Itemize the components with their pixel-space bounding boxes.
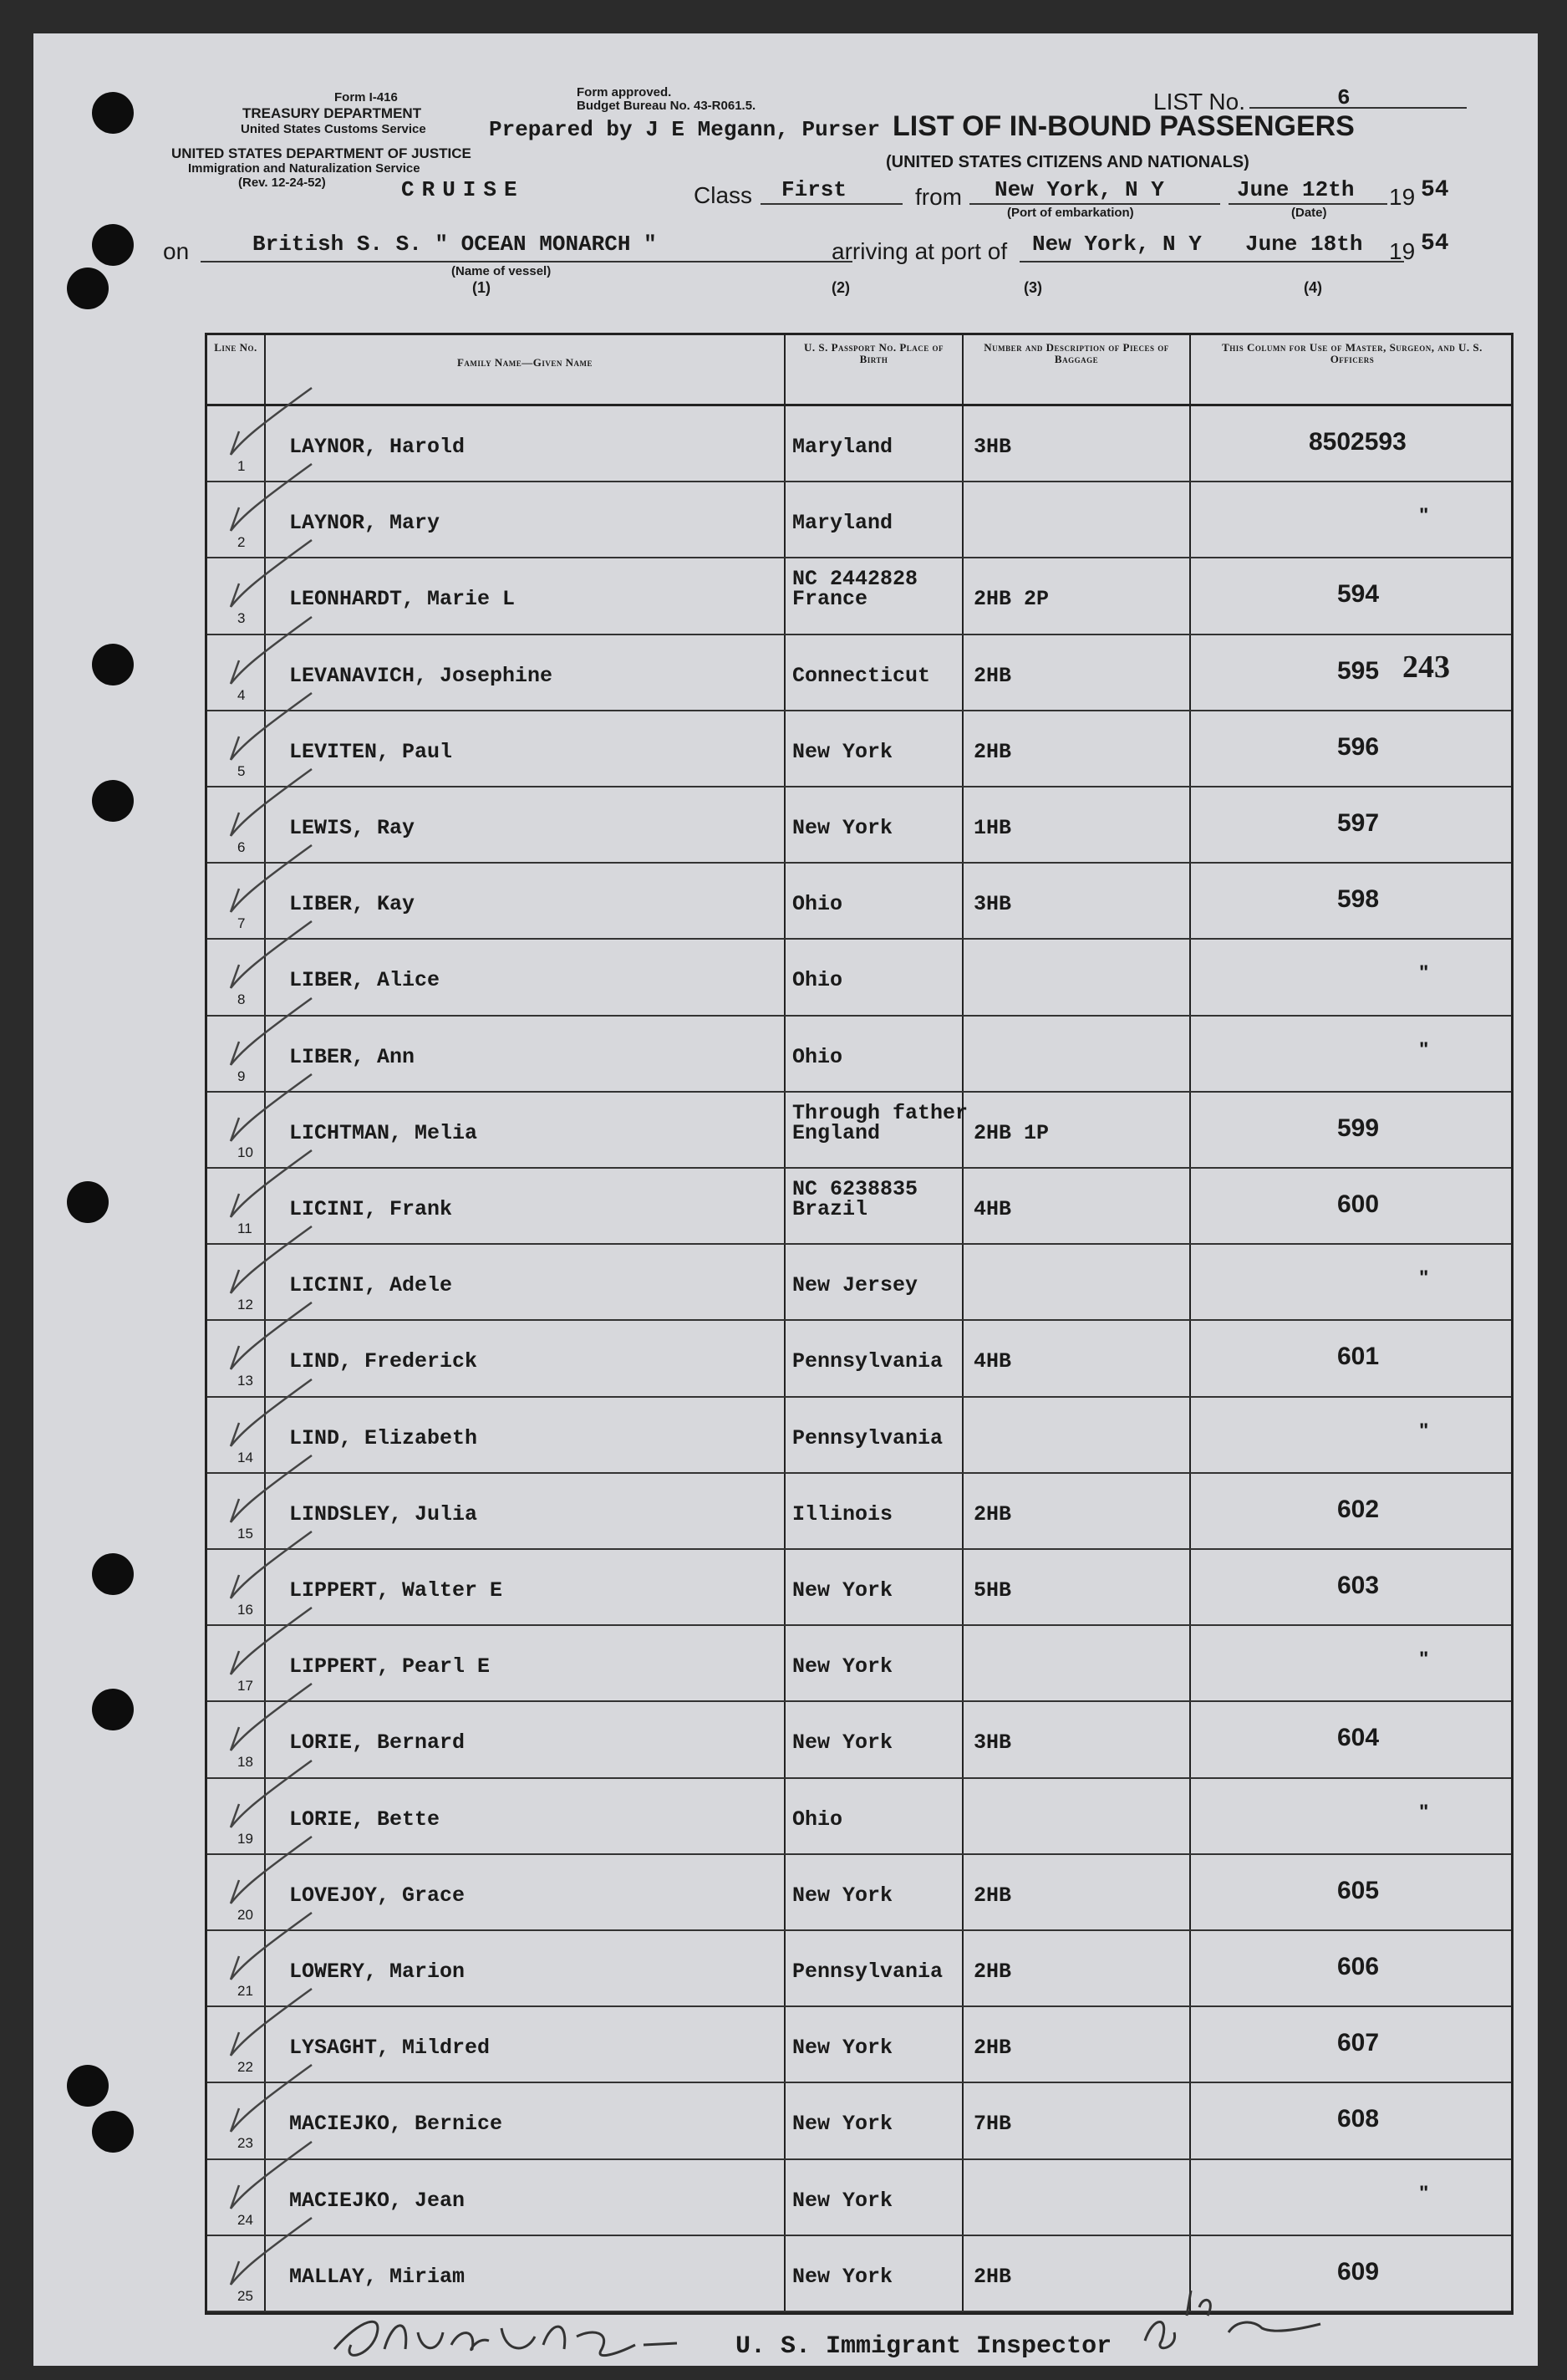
baggage: 3HB xyxy=(974,1730,1012,1756)
officer-entry: 8502593 xyxy=(1309,428,1407,456)
budget-bureau: Budget Bureau No. 43-R061.5. xyxy=(577,99,756,113)
side-note: 243 xyxy=(1402,650,1450,685)
table-row xyxy=(207,2007,1511,2084)
passenger-name: LICHTMAN, Melia xyxy=(289,1120,478,1145)
table-row xyxy=(207,1321,1511,1398)
from-label: from xyxy=(915,184,962,210)
officer-entry: 594 xyxy=(1337,580,1380,609)
place-of-birth: New York xyxy=(792,2112,893,2137)
officer-entry: " xyxy=(1419,2181,1429,2204)
officer-entry: " xyxy=(1419,1419,1429,1442)
place-of-birth: Ohio xyxy=(792,892,843,917)
baggage: 2HB xyxy=(974,2036,1012,2061)
table-row xyxy=(207,1626,1511,1703)
baggage: 2HB 1P xyxy=(974,1120,1050,1145)
header-line-no: Line No. xyxy=(214,341,257,354)
place-of-birth: Ohio xyxy=(792,1807,843,1832)
vessel-caption: (Name of vessel) xyxy=(451,264,552,278)
passenger-name: MACIEJKO, Jean xyxy=(289,2188,466,2213)
place-of-birth: New York xyxy=(792,1883,893,1908)
baggage: 4HB xyxy=(974,1349,1012,1374)
line-number: 2 xyxy=(237,534,246,551)
arriving-label: arriving at port of xyxy=(832,238,1008,264)
line-number: 3 xyxy=(237,610,246,627)
date-value: June 12th xyxy=(1237,177,1355,202)
passenger-name: LINDSLEY, Julia xyxy=(289,1501,478,1526)
table-row xyxy=(207,711,1511,788)
passenger-name: LOVEJOY, Grace xyxy=(289,1883,466,1908)
passenger-name: LIND, Elizabeth xyxy=(289,1425,478,1450)
officer-entry: 605 xyxy=(1337,1876,1380,1904)
place-of-birth: New York xyxy=(792,2036,893,2061)
table-row xyxy=(207,1245,1511,1322)
header-baggage: Number and Description of Pieces of Baggage xyxy=(984,341,1169,365)
line-number: 22 xyxy=(237,2059,253,2076)
place-of-birth: Ohio xyxy=(792,968,843,993)
agency-justice: UNITED STATES DEPARTMENT OF JUSTICE xyxy=(171,145,471,161)
vessel-name: British S. S. " OCEAN MONARCH " xyxy=(252,232,657,257)
passenger-name: LORIE, Bernard xyxy=(289,1730,466,1756)
passenger-name: LEWIS, Ray xyxy=(289,816,415,840)
place-of-birth: Maryland xyxy=(792,435,893,459)
passenger-name: LORIE, Bette xyxy=(289,1807,440,1832)
form-revision: (Rev. 12-24-52) xyxy=(238,176,326,190)
officer-entry: 604 xyxy=(1337,1724,1380,1752)
class-label: Class xyxy=(694,182,753,208)
passenger-name: LAYNOR, Harold xyxy=(289,435,466,459)
baggage: 1HB xyxy=(974,816,1012,840)
officer-entry: 606 xyxy=(1337,1953,1380,1980)
date-caption: (Date) xyxy=(1291,206,1327,220)
baggage: 2HB 2P xyxy=(974,587,1050,612)
passenger-table xyxy=(205,333,1514,2315)
table-row xyxy=(207,1779,1511,1856)
officer-entry: " xyxy=(1419,1266,1429,1290)
officer-entry: 609 xyxy=(1337,2257,1380,2286)
agency-customs: United States Customs Service xyxy=(241,122,426,136)
line-number: 23 xyxy=(237,2135,253,2152)
line-number: 4 xyxy=(237,686,246,703)
passenger-name: LOWERY, Marion xyxy=(289,1960,466,1984)
officer-entry: 595 xyxy=(1337,656,1380,685)
line-number: 6 xyxy=(237,839,246,855)
table-row xyxy=(207,1474,1511,1551)
passenger-name: LEVANAVICH, Josephine xyxy=(289,663,553,688)
cruise-label: CRUISE xyxy=(401,177,525,202)
arrival-year-prefix: 19 xyxy=(1389,238,1416,264)
passport-number: NC 6238835 xyxy=(792,1177,918,1201)
place-of-birth: New York xyxy=(792,2188,893,2213)
passenger-name: LIPPERT, Walter E xyxy=(289,1578,503,1603)
place-of-birth: Pennsylvania xyxy=(792,1960,944,1984)
list-subtitle: (UNITED STATES CITIZENS AND NATIONALS) xyxy=(886,153,1249,171)
column-number-2: (2) xyxy=(832,279,850,296)
place-of-birth: Pennsylvania xyxy=(792,1349,944,1374)
table-row xyxy=(207,1550,1511,1627)
form-approved: Form approved. xyxy=(577,85,672,99)
table-row xyxy=(207,1702,1511,1779)
binder-hole xyxy=(92,780,134,822)
table-row xyxy=(207,2160,1511,2237)
officer-entry: " xyxy=(1419,1648,1429,1671)
date-line xyxy=(1229,203,1387,205)
line-number: 18 xyxy=(237,1754,253,1771)
place-of-birth: New York xyxy=(792,739,893,764)
line-number: 12 xyxy=(237,1297,253,1313)
vessel-line xyxy=(201,261,852,262)
passenger-name: LICINI, Frank xyxy=(289,1197,453,1221)
officer-entry: " xyxy=(1419,961,1429,985)
binder-hole xyxy=(92,1553,134,1595)
table-row xyxy=(207,406,1511,483)
binder-hole xyxy=(67,2065,109,2107)
line-number: 15 xyxy=(237,1525,253,1542)
place-of-birth: England xyxy=(792,1120,881,1145)
place-of-birth: New York xyxy=(792,1730,893,1756)
place-of-birth: Maryland xyxy=(792,511,893,536)
arrival-line xyxy=(1020,261,1404,262)
inspector-initials xyxy=(1137,2282,1329,2357)
year-value: 54 xyxy=(1421,177,1449,203)
column-number-4: (4) xyxy=(1304,279,1322,296)
passenger-name: LIND, Frederick xyxy=(289,1349,478,1374)
agency-ins: Immigration and Naturalization Service xyxy=(188,161,420,176)
place-of-birth: New York xyxy=(792,816,893,840)
place-of-birth: Pennsylvania xyxy=(792,1425,944,1450)
passenger-name: LAYNOR, Mary xyxy=(289,511,440,536)
table-row xyxy=(207,787,1511,864)
table-row xyxy=(207,635,1511,712)
arrival-port: New York, N Y xyxy=(1032,232,1202,257)
baggage: 2HB xyxy=(974,2264,1012,2289)
officer-entry: 597 xyxy=(1337,809,1380,837)
table-row xyxy=(207,1093,1511,1170)
agency-treasury: TREASURY DEPARTMENT xyxy=(242,105,422,121)
line-number: 21 xyxy=(237,1983,253,1999)
place-of-birth: New York xyxy=(792,1654,893,1679)
prepared-by: Prepared by J E Megann, Purser xyxy=(489,117,881,142)
table-row xyxy=(207,2083,1511,2160)
baggage: 5HB xyxy=(974,1578,1012,1603)
line-number: 13 xyxy=(237,1373,253,1389)
passenger-name: LICINI, Adele xyxy=(289,1273,453,1298)
officer-entry: 602 xyxy=(1337,1495,1380,1523)
passenger-name: LIBER, Kay xyxy=(289,892,415,917)
officer-entry: 600 xyxy=(1337,1190,1380,1218)
place-of-birth: Connecticut xyxy=(792,663,931,688)
baggage: 2HB xyxy=(974,1960,1012,1984)
table-row xyxy=(207,1931,1511,2008)
officer-entry: " xyxy=(1419,1800,1429,1823)
baggage: 3HB xyxy=(974,892,1012,917)
baggage: 2HB xyxy=(974,1501,1012,1526)
passenger-name: LEONHARDT, Marie L xyxy=(289,587,516,612)
baggage: 3HB xyxy=(974,435,1012,459)
column-number-3: (3) xyxy=(1024,279,1042,296)
header-passport: U. S. Passport No. Place of Birth xyxy=(803,341,944,365)
class-value: First xyxy=(781,177,847,202)
table-row xyxy=(207,482,1511,559)
line-number: 25 xyxy=(237,2287,253,2304)
table-row xyxy=(207,1169,1511,1246)
inspector-signature xyxy=(326,2303,694,2366)
check-mark xyxy=(224,2211,316,2303)
arrival-date: June 18th xyxy=(1245,232,1363,257)
officer-entry: 596 xyxy=(1337,732,1380,761)
officer-entry: " xyxy=(1419,504,1429,527)
list-title: LIST OF IN-BOUND PASSENGERS xyxy=(893,110,1355,142)
table-row xyxy=(207,940,1511,1017)
baggage: 7HB xyxy=(974,2112,1012,2137)
passenger-name: LIBER, Ann xyxy=(289,1044,415,1069)
header-name: Family Name—Given Name xyxy=(456,356,593,369)
place-of-birth: New York xyxy=(792,1578,893,1603)
year-prefix: 19 xyxy=(1389,184,1416,210)
officer-entry: " xyxy=(1419,1037,1429,1061)
line-number: 5 xyxy=(237,762,246,779)
table-row xyxy=(207,1017,1511,1093)
binder-hole xyxy=(92,224,134,266)
line-number: 11 xyxy=(237,1221,252,1236)
table-row xyxy=(207,1398,1511,1475)
line-number: 14 xyxy=(237,1449,253,1465)
place-of-birth: New Jersey xyxy=(792,1273,918,1298)
list-no-label: LIST No. xyxy=(1153,89,1245,115)
line-number: 20 xyxy=(237,1906,253,1923)
officer-entry: 599 xyxy=(1337,1114,1380,1142)
table-row xyxy=(207,1855,1511,1932)
line-number: 10 xyxy=(237,1144,253,1160)
class-line xyxy=(761,203,903,205)
passenger-name: LYSAGHT, Mildred xyxy=(289,2036,491,2061)
passenger-list-sheet xyxy=(33,33,1538,2366)
officer-entry: 601 xyxy=(1337,1343,1380,1371)
binder-hole xyxy=(92,644,134,685)
from-line xyxy=(969,203,1220,205)
officer-entry: 607 xyxy=(1337,2029,1380,2057)
on-label: on xyxy=(163,238,190,264)
line-number: 17 xyxy=(237,1678,253,1695)
line-number: 7 xyxy=(237,915,246,932)
binder-hole xyxy=(92,92,134,134)
binder-hole xyxy=(67,1181,109,1223)
passenger-name: LIPPERT, Pearl E xyxy=(289,1654,491,1679)
officer-entry: 598 xyxy=(1337,885,1380,914)
list-no-line xyxy=(1249,107,1467,109)
baggage: 2HB xyxy=(974,1883,1012,1908)
passenger-name: MACIEJKO, Bernice xyxy=(289,2112,503,2137)
place-of-birth: Ohio xyxy=(792,1044,843,1069)
line-number: 16 xyxy=(237,1602,253,1618)
from-caption: (Port of embarkation) xyxy=(1007,206,1134,220)
list-no-value: 6 xyxy=(1337,85,1351,110)
binder-hole xyxy=(67,268,109,309)
inspector-label: U. S. Immigrant Inspector xyxy=(735,2332,1112,2361)
binder-hole xyxy=(92,1689,134,1730)
passport-number: Through father xyxy=(792,1100,969,1125)
arrival-year: 54 xyxy=(1421,231,1449,257)
passport-number: NC 2442828 xyxy=(792,567,918,592)
passenger-name: LIBER, Alice xyxy=(289,968,440,993)
passenger-name: MALLAY, Miriam xyxy=(289,2264,466,2289)
line-number: 19 xyxy=(237,1830,253,1847)
line-number: 24 xyxy=(237,2211,253,2228)
line-number: 8 xyxy=(237,991,246,1008)
place-of-birth: Illinois xyxy=(792,1501,893,1526)
baggage: 4HB xyxy=(974,1197,1012,1221)
passenger-name: LEVITEN, Paul xyxy=(289,739,453,764)
binder-hole xyxy=(92,2111,134,2153)
line-number: 9 xyxy=(237,1068,246,1084)
place-of-birth: New York xyxy=(792,2264,893,2289)
form-number: Form I-416 xyxy=(334,90,398,104)
from-value: New York, N Y xyxy=(995,177,1164,202)
officer-entry: 603 xyxy=(1337,1572,1380,1599)
header-officers: This Column for Use of Master, Surgeon, and U. S. Officers xyxy=(1222,341,1483,365)
place-of-birth: France xyxy=(792,587,868,612)
table-row xyxy=(207,864,1511,940)
baggage: 2HB xyxy=(974,739,1012,764)
line-number: 1 xyxy=(237,458,246,474)
baggage: 2HB xyxy=(974,663,1012,688)
place-of-birth: Brazil xyxy=(792,1197,868,1221)
column-number-1: (1) xyxy=(472,279,491,296)
table-row xyxy=(207,558,1511,635)
officer-entry: 608 xyxy=(1337,2105,1380,2133)
